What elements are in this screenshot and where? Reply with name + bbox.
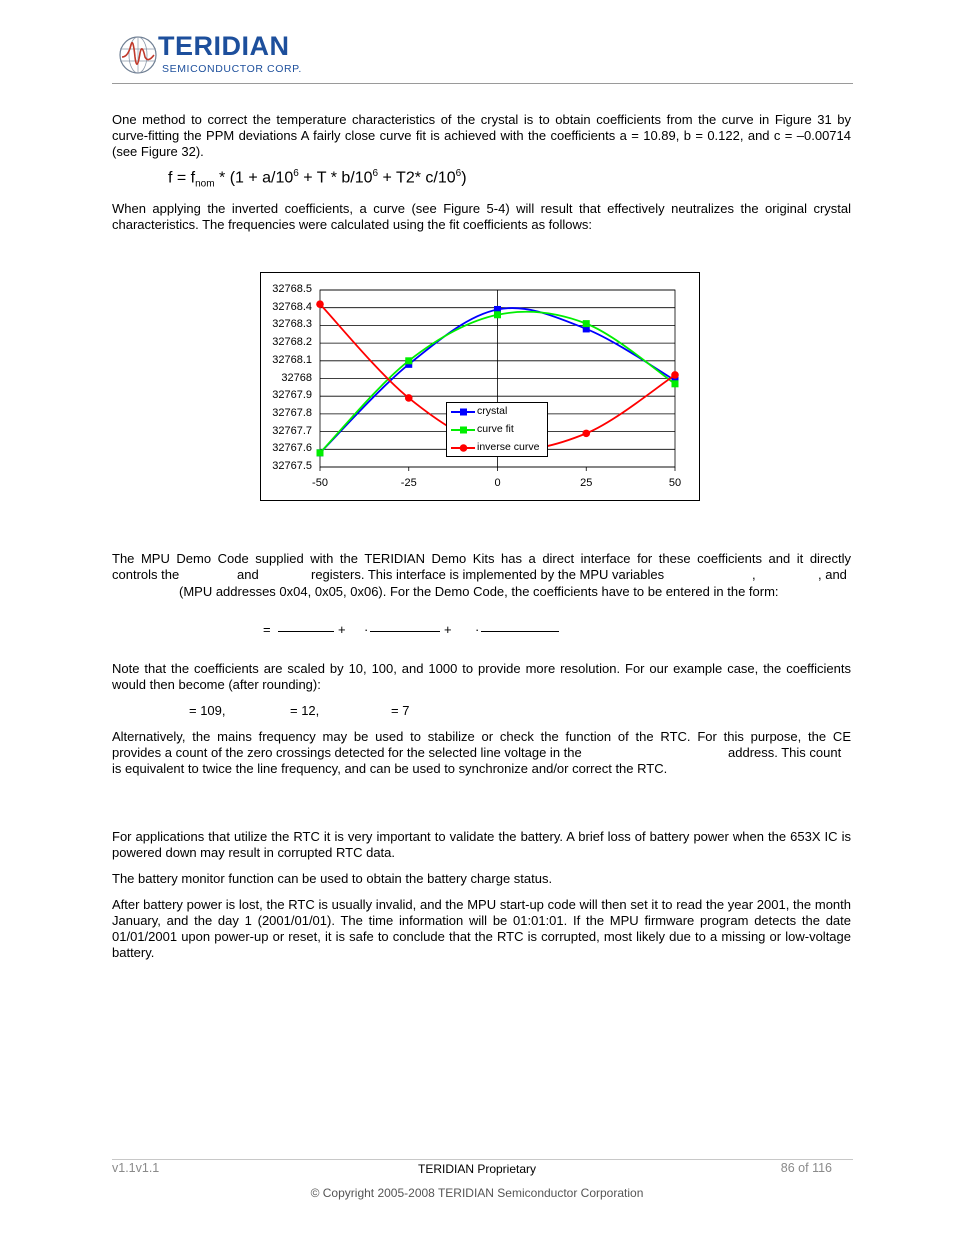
x-tick-label: -25 (400, 477, 417, 489)
battery-paragraph-1: For applications that utilize the RTC it is very important to validate the battery. A brief loss of battery power when the 653X IC is powered down may result in corrupted RTC data. (112, 829, 851, 860)
mpu-text: registers. This interface is implemented by the MPU variables (311, 567, 665, 582)
formula-part: + T2* c/10 (378, 169, 456, 187)
y-tick-label: 32768 (281, 371, 312, 384)
y-tick-label: 32768.1 (272, 353, 312, 366)
equation-dot: · (475, 622, 480, 637)
data-point-inverse-curve (582, 430, 590, 438)
data-point-curve-fit (317, 449, 324, 456)
equation-plus: + (444, 622, 452, 637)
intro-paragraph: One method to correct the temperature characteristics of the crystal is to obtain coefficients from the curve in Figure 31 by curve-fitting the PPM deviations A fairly close curve fit is achieved with the coefficients a = 10.89, b = 0.122, and c = –0.00714 (see Figure 32). (112, 112, 851, 159)
y-tick-label: 32768.4 (272, 300, 312, 313)
legend-label: curve fit (477, 423, 514, 435)
coefficient-b-value: = 12, (290, 703, 320, 718)
fraction-bar (370, 631, 440, 632)
mpu-line-3: (MPU addresses 0x04, 0x05, 0x06). For the Demo Code, the coefficients have to be entered in the form: (179, 584, 779, 599)
equation-plus: + (338, 622, 346, 637)
mains-line-2b: address. This count (728, 745, 842, 760)
formula-superscript: 6 (293, 168, 299, 179)
footer-rule (112, 1159, 853, 1160)
equation-equals: = (263, 622, 271, 637)
legend-label: crystal (477, 405, 508, 417)
data-point-curve-fit (672, 380, 679, 387)
logo-subtitle: SEMICONDUCTOR CORP. (162, 63, 302, 75)
y-tick-label: 32767.7 (272, 424, 312, 437)
data-point-curve-fit (405, 357, 412, 364)
coefficient-a-value: = 109, (189, 703, 226, 718)
copyright-notice: © Copyright 2005-2008 TERIDIAN Semiconductor Corporation (310, 1186, 644, 1200)
mpu-text: controls the (112, 567, 180, 582)
mains-line-3: is equivalent to twice the line frequency, and can be used to synchronize and/or correct the RTC. (112, 761, 668, 776)
x-tick-label: 50 (668, 477, 682, 489)
formula-superscript: 6 (372, 168, 379, 179)
data-point-inverse-curve (671, 371, 679, 379)
legend-swatch (451, 443, 475, 453)
y-tick-label: 32767.5 (272, 460, 312, 472)
legend-label: inverse curve (477, 441, 540, 453)
formula-superscript: 6 (455, 168, 462, 179)
legend-entry-curve-fit (449, 423, 547, 437)
y-tick-label: 32768.2 (272, 336, 312, 349)
data-point-inverse-curve (405, 394, 413, 402)
mpu-text: and (237, 567, 259, 582)
inverted-coefficients-paragraph: When applying the inverted coefficients, a curve (see Figure 5-4) will result that effectively neutralizes the original crystal characteristics. The frequencies were calculated using the fit coefficients as follows: (112, 201, 851, 232)
legend-entry-crystal (449, 405, 547, 419)
data-point-inverse-curve (316, 300, 324, 308)
chart-legend (446, 402, 548, 457)
mpu-text: , and (818, 567, 847, 582)
coefficient-c-value: = 7 (391, 703, 410, 718)
formula-part: + T * b/10 (298, 169, 373, 187)
formula-part: * (1 + a/10 (214, 169, 294, 187)
mains-line-1: Alternatively, the mains frequency may be used to stabilize or check the function of the RTC. For this purpose, the CE (112, 729, 851, 744)
y-tick-label: 32767.6 (272, 442, 312, 455)
formula-part: ) (461, 169, 467, 187)
logo-wordmark: TERIDIAN (158, 31, 290, 61)
x-tick-label: -50 (312, 477, 328, 489)
battery-paragraph-2: The battery monitor function can be used to obtain the battery charge status. (112, 871, 553, 886)
data-point-curve-fit (583, 320, 590, 327)
x-tick-label: 25 (580, 477, 593, 489)
proprietary-label: TERIDIAN Proprietary (417, 1162, 537, 1176)
formula-part: f = f (168, 169, 196, 187)
formula-subscript: nom (195, 178, 215, 190)
y-tick-label: 32768.3 (272, 318, 312, 331)
mains-line-2a: provides a count of the zero crossings detected for the selected line voltage in the (112, 745, 582, 760)
version-label: v1.1v1.1 (112, 1161, 160, 1175)
mpu-line-1: The MPU Demo Code supplied with the TERIDIAN Demo Kits has a direct interface for these coefficients and it directly (112, 551, 851, 566)
legend-swatch (451, 425, 475, 435)
x-tick-label: 0 (494, 477, 501, 489)
y-tick-label: 32768.5 (272, 283, 312, 295)
fraction-bar (278, 631, 334, 632)
legend-swatch (451, 407, 475, 417)
y-tick-label: 32767.9 (272, 389, 312, 402)
equation-dot: · (364, 622, 369, 637)
scaling-paragraph: Note that the coefficients are scaled by 10, 100, and 1000 to provide more resolution. For our example case, the coefficients would then become (after rounding): (112, 661, 851, 692)
mpu-text: , (752, 567, 756, 582)
fraction-bar (481, 631, 559, 632)
page-number: 86 of 116 (780, 1161, 832, 1175)
y-tick-label: 32767.8 (272, 406, 312, 419)
battery-paragraph-3: After battery power is lost, the RTC is usually invalid, and the MPU start-up code will then set it to read the year 2001, the month January, and the day 1 (2001/01/01). The time information will be 01:01:01. If the MPU firmware program detects the date 01/01/2001 upon power-up or reset, it is safe to conclude that the RTC is corrupted, most likely due to a missing or low-voltage battery. (112, 897, 851, 960)
legend-entry-inverse-curve (449, 441, 547, 455)
data-point-curve-fit (494, 311, 501, 318)
